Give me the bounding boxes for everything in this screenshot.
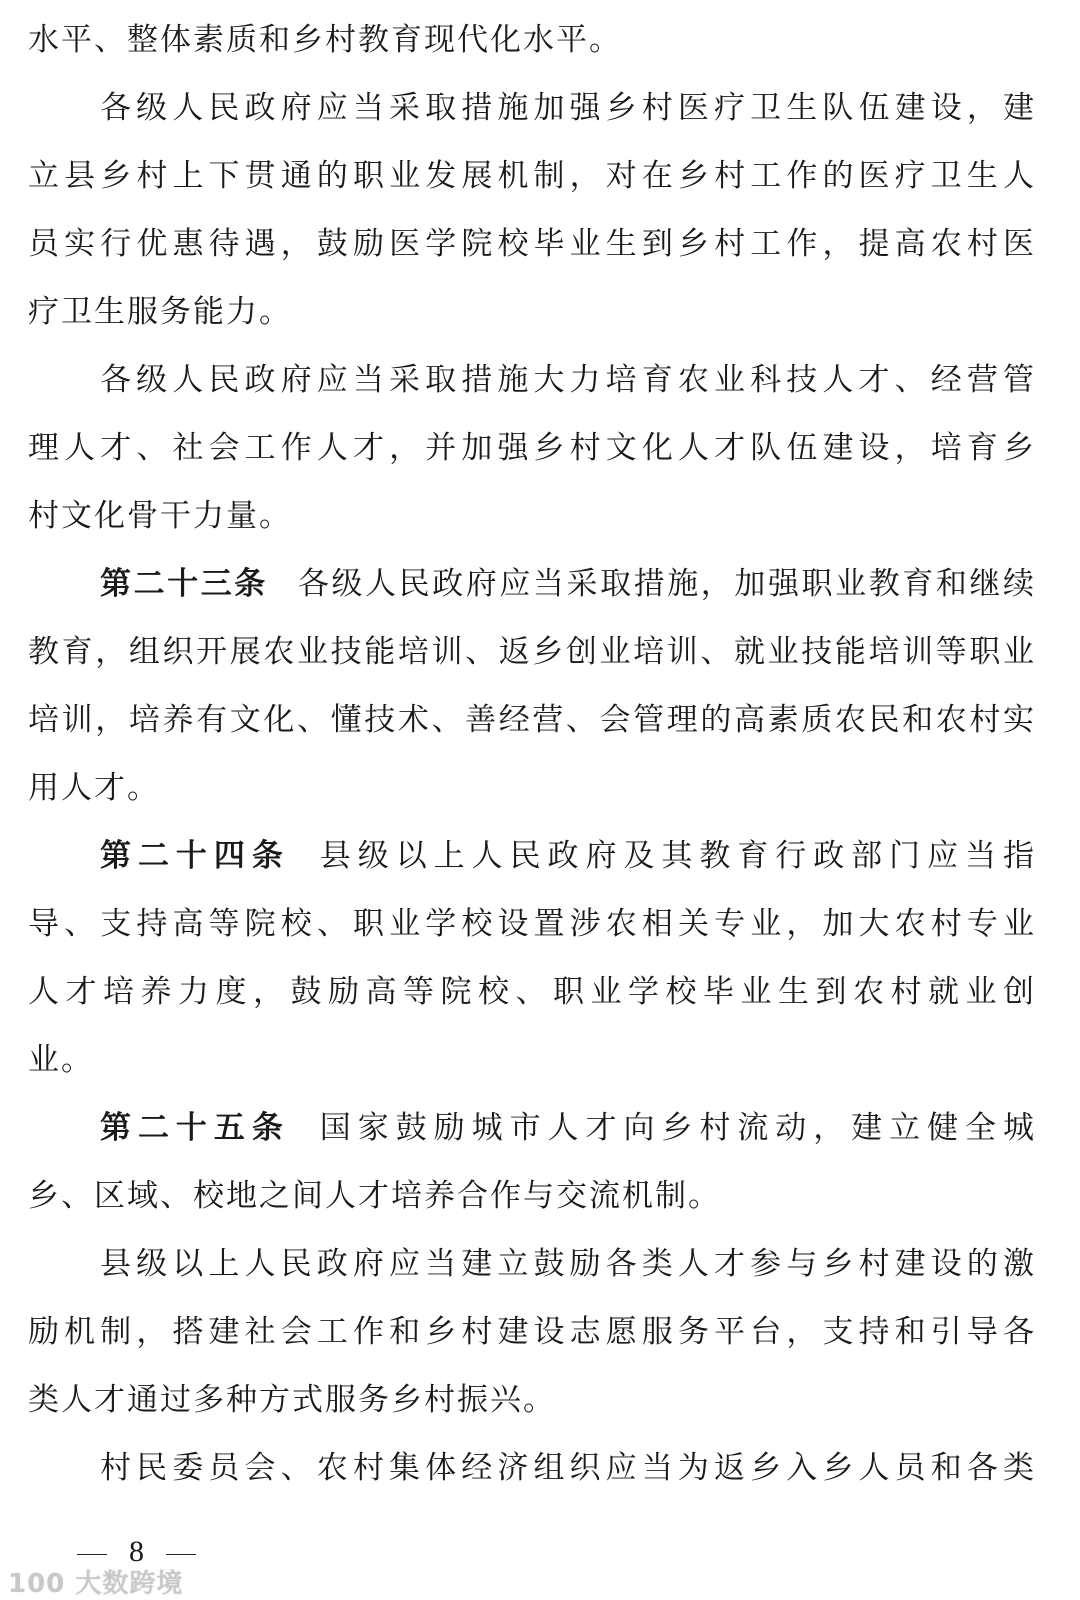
text-line bbox=[28, 1366, 1036, 1434]
text-line bbox=[28, 346, 1036, 414]
text-line bbox=[28, 74, 1036, 142]
text-line bbox=[28, 278, 1036, 346]
line-text: 村民委员会、农村集体经济组织应当为返乡入乡人员和各类 bbox=[100, 1450, 1036, 1486]
line-text: 类人才通过多种方式服务乡村振兴。 bbox=[28, 1382, 556, 1418]
line-text: 员实行优惠待遇，鼓励医学院校毕业生到乡村工作，提高农村医 bbox=[28, 226, 1036, 262]
article-heading: 第二十四条 bbox=[100, 838, 290, 874]
dash-left bbox=[77, 1554, 107, 1555]
line-text: 水平、整体素质和乡村教育现代化水平。 bbox=[28, 22, 622, 58]
line-text: 各级人民政府应当采取措施，加强职业教育和继续 bbox=[297, 566, 1036, 602]
line-text: 励机制，搭建社会工作和乡村建设志愿服务平台，支持和引导各 bbox=[28, 1314, 1036, 1350]
text-line bbox=[28, 550, 1036, 618]
line-text: 村文化骨干力量。 bbox=[28, 498, 292, 534]
line-text: 教育，组织开展农业技能培训、返乡创业培训、就业技能培训等职业 bbox=[28, 634, 1036, 670]
article-heading: 第二十三条 bbox=[100, 566, 268, 602]
article-heading: 第二十五条 bbox=[100, 1110, 290, 1146]
line-text: 立县乡村上下贯通的职业发展机制，对在乡村工作的医疗卫生人 bbox=[28, 158, 1036, 194]
text-line bbox=[28, 754, 1036, 822]
dash-right bbox=[166, 1554, 196, 1555]
text-line bbox=[28, 414, 1036, 482]
document-body bbox=[28, 6, 1036, 1502]
line-text: 乡、区域、校地之间人才培养合作与交流机制。 bbox=[28, 1178, 721, 1214]
text-line bbox=[28, 686, 1036, 754]
text-line bbox=[28, 482, 1036, 550]
text-line bbox=[28, 618, 1036, 686]
line-text: 人才培养力度，鼓励高等院校、职业学校毕业生到农村就业创 bbox=[28, 974, 1036, 1010]
text-line bbox=[28, 210, 1036, 278]
page-number: 8 bbox=[129, 1535, 144, 1568]
line-text: 导、支持高等院校、职业学校设置涉农相关专业，加大农村专业 bbox=[28, 906, 1036, 942]
text-line bbox=[28, 1162, 1036, 1230]
text-line bbox=[28, 1094, 1036, 1162]
watermark-logo: 100 大数跨境 bbox=[8, 1569, 184, 1599]
text-line bbox=[28, 1230, 1036, 1298]
line-text: 培训，培养有文化、懂技术、善经营、会管理的高素质农民和农村实 bbox=[28, 702, 1036, 738]
text-line bbox=[28, 890, 1036, 958]
text-line bbox=[28, 958, 1036, 1026]
text-line bbox=[28, 1434, 1036, 1502]
line-text: 用人才。 bbox=[28, 770, 160, 806]
line-text: 国家鼓励城市人才向乡村流动，建立健全城 bbox=[319, 1110, 1036, 1146]
line-text: 疗卫生服务能力。 bbox=[28, 294, 292, 330]
line-text: 理人才、社会工作人才，并加强乡村文化人才队伍建设，培育乡 bbox=[28, 430, 1036, 466]
line-text: 业。 bbox=[28, 1042, 94, 1078]
text-line bbox=[28, 142, 1036, 210]
line-text: 各级人民政府应当采取措施大力培育农业科技人才、经营管 bbox=[100, 362, 1036, 398]
line-text: 县级以上人民政府应当建立鼓励各类人才参与乡村建设的激 bbox=[100, 1246, 1036, 1282]
text-line bbox=[28, 822, 1036, 890]
text-line bbox=[28, 1298, 1036, 1366]
line-text: 各级人民政府应当采取措施加强乡村医疗卫生队伍建设，建 bbox=[100, 90, 1036, 126]
line-text: 县级以上人民政府及其教育行政部门应当指 bbox=[319, 838, 1036, 874]
text-line bbox=[28, 1026, 1036, 1094]
text-line bbox=[28, 6, 1036, 74]
